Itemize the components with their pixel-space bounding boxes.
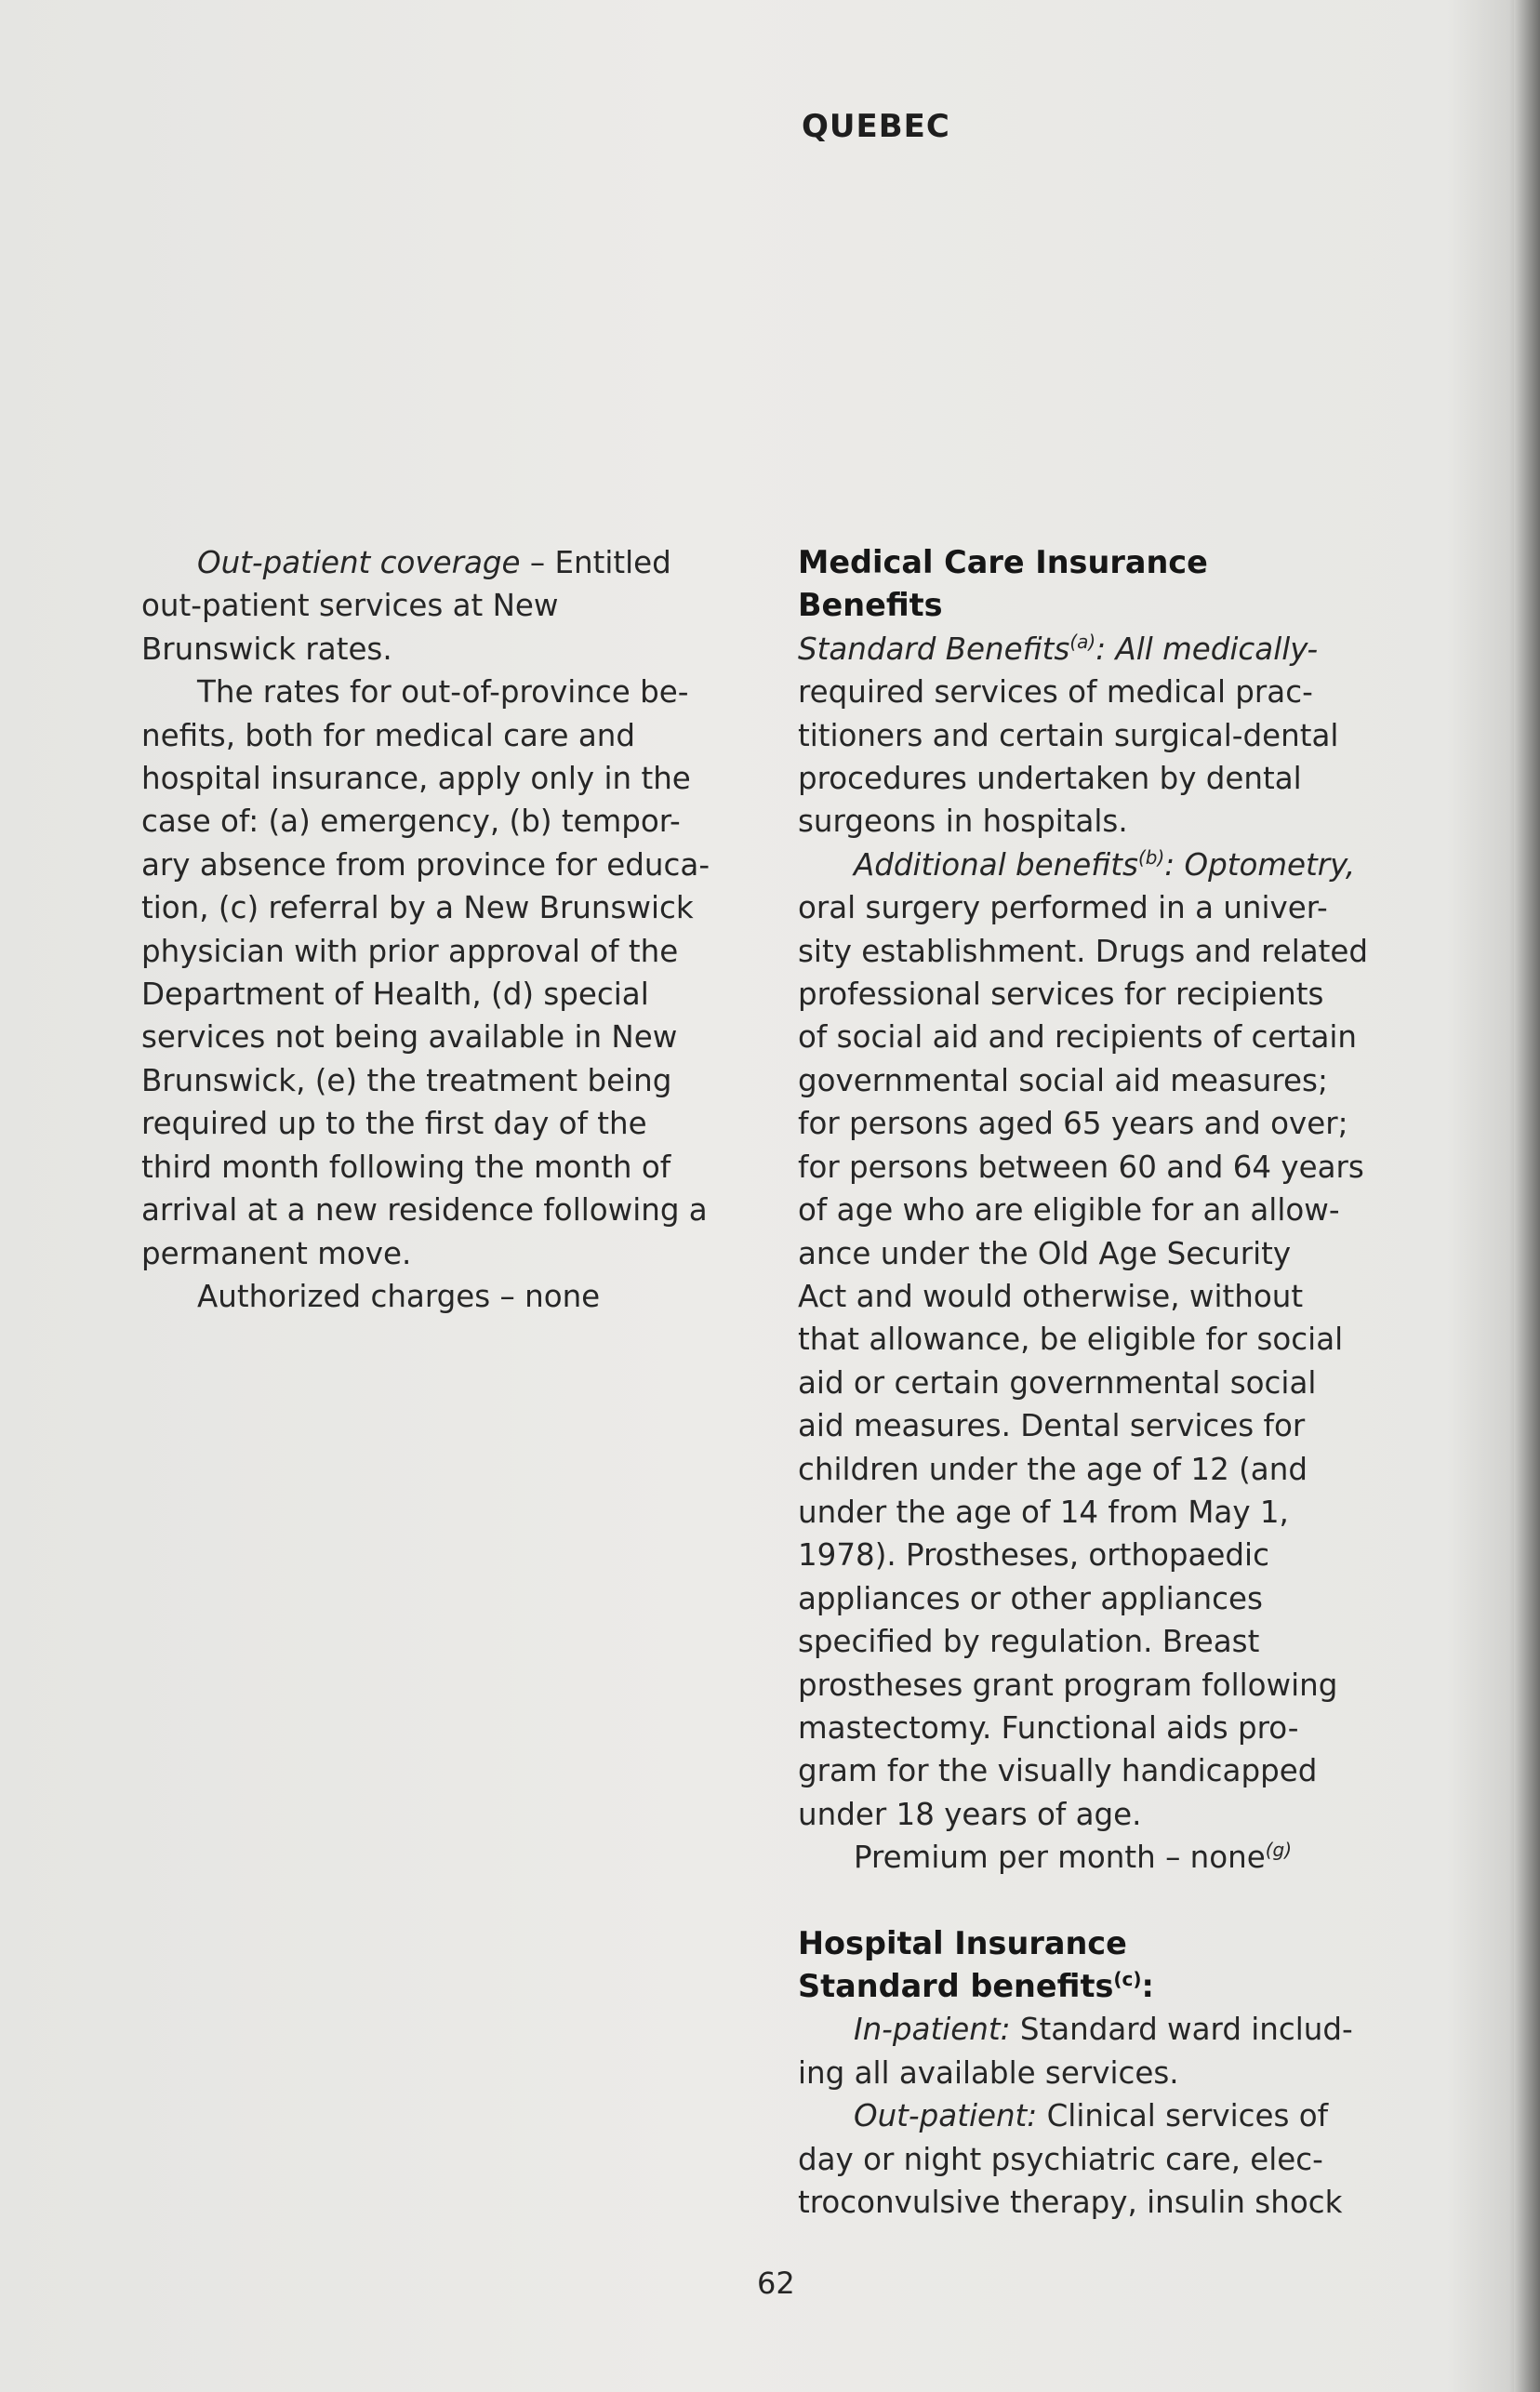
additional-benefits-line: professional services for recipients [798,977,1324,1013]
outpatient-coverage-label: Out-patient coverage [197,545,521,580]
outpatient-line: troconvulsive therapy, insulin shock [798,2185,1343,2221]
text-run: Standard ward includ- [1010,2012,1353,2048]
additional-benefits-line: mastectomy. Functional aids pro- [798,1709,1299,1746]
text-run: : All medically- [1095,631,1319,667]
hospital-insurance-heading: Hospital Insurance [798,1924,1127,1961]
left-p2-line: Brunswick, (e) the treatment being [141,1062,672,1098]
additional-benefits-line: 1978). Prostheses, orthopaedic [798,1537,1269,1574]
left-p2-line: permanent move. [141,1235,412,1271]
standard-benefits-line: surgeons in hospitals. [798,804,1128,840]
additional-benefits-line: for persons between 60 and 64 years [798,1149,1364,1185]
additional-benefits-line: aid measures. Dental services for [798,1408,1306,1444]
additional-benefits-line: for persons aged 65 years and over; [798,1106,1348,1142]
standard-benefits-line [798,628,1435,671]
additional-benefits-line: appliances or other appliances [798,1580,1263,1616]
left-p2-line: case of: (a) emergency, (b) tempor- [141,804,681,840]
additional-benefits-line: Act and would otherwise, without [798,1278,1304,1314]
section-spacer [798,1880,1435,1922]
footnote-marker: (b) [1137,846,1165,870]
left-p2-line: third month following the month of [141,1149,671,1185]
premium-line [798,1836,1435,1879]
standard-benefits-line: procedures undertaken by dental [798,761,1302,797]
standard-benefits-label: Standard Benefits [798,631,1070,667]
left-p1-line: Brunswick rates. [141,631,392,667]
additional-benefits-line: ance under the Old Age Security [798,1235,1292,1271]
page-edge-shadow [1514,0,1540,2392]
additional-benefits-line: governmental social aid measures; [798,1062,1328,1098]
additional-benefits-line [798,844,1435,886]
left-p2-line: Department of Health, (d) special [141,977,649,1013]
left-p2-line: ary absence from province for educa- [141,846,710,883]
premium-text: Premium per month – none [854,1840,1266,1876]
inpatient-line: ing all available services. [798,2054,1179,2091]
additional-benefits-line: prostheses grant program following [798,1667,1338,1703]
additional-benefits-line: under the age of 14 from May 1, [798,1494,1289,1530]
inpatient-label: In-patient: [854,2012,1011,2048]
text-run: : Optometry, [1164,846,1356,883]
outpatient-line: day or night psychiatric care, elec- [798,2141,1323,2177]
footnote-marker: (a) [1069,630,1096,653]
page-header: QUEBEC [802,108,950,145]
additional-benefits-line: of social aid and recipients of certain [798,1019,1357,1056]
left-p2-line: physician with prior approval of the [141,933,679,969]
additional-benefits-line: of age who are eligible for an allow- [798,1192,1340,1229]
left-p2-line: nefits, both for medical care and [141,717,635,753]
text-run: – Entitled [520,545,671,580]
text-run: : [1141,1968,1154,2004]
text-run: Clinical services of [1037,2098,1329,2134]
left-column [141,541,760,1318]
left-p2-line: The rates for out-of-province be- [197,674,689,711]
left-p2-line: services not being available in New [141,1019,678,1056]
right-column [798,541,1435,2224]
text-run: Standard benefits [798,1968,1114,2004]
additional-benefits-line: gram for the visually handicapped [798,1753,1318,1789]
additional-benefits-line: under 18 years of age. [798,1796,1142,1832]
left-p1-line: out-patient services at New [141,588,559,624]
footnote-marker: (c) [1113,1967,1142,1990]
outpatient-line [798,2094,1435,2137]
outpatient-label: Out-patient: [854,2098,1038,2134]
footnote-marker: (g) [1265,1839,1293,1862]
additional-benefits-line: specified by regulation. Breast [798,1624,1260,1660]
additional-benefits-line: oral surgery performed in a univer- [798,890,1328,926]
page-number: 62 [757,2266,795,2301]
left-p2-line: required up to the first day of the [141,1106,647,1142]
standard-benefits-line: titioners and certain surgical-dental [798,717,1339,753]
additional-benefits-line: sity establishment. Drugs and related [798,933,1369,969]
medical-care-heading-cont: Benefits [798,587,943,624]
left-p1-line [141,541,760,584]
medical-care-heading: Medical Care Insurance [798,544,1208,580]
left-p2-line: hospital insurance, apply only in the [141,761,691,797]
left-p2-line: tion, (c) referral by a New Brunswick [141,890,694,926]
hospital-standard-benefits-heading [798,1965,1435,2008]
authorized-charges-line: Authorized charges – none [197,1278,601,1314]
additional-benefits-line: children under the age of 12 (and [798,1451,1308,1487]
additional-benefits-label: Additional benefits [854,846,1138,883]
left-p2-line: arrival at a new residence following a [141,1192,708,1229]
additional-benefits-line: that allowance, be eligible for social [798,1322,1344,1358]
standard-benefits-line: required services of medical prac- [798,674,1313,711]
additional-benefits-line: aid or certain governmental social [798,1364,1317,1401]
inpatient-line [798,2008,1435,2051]
